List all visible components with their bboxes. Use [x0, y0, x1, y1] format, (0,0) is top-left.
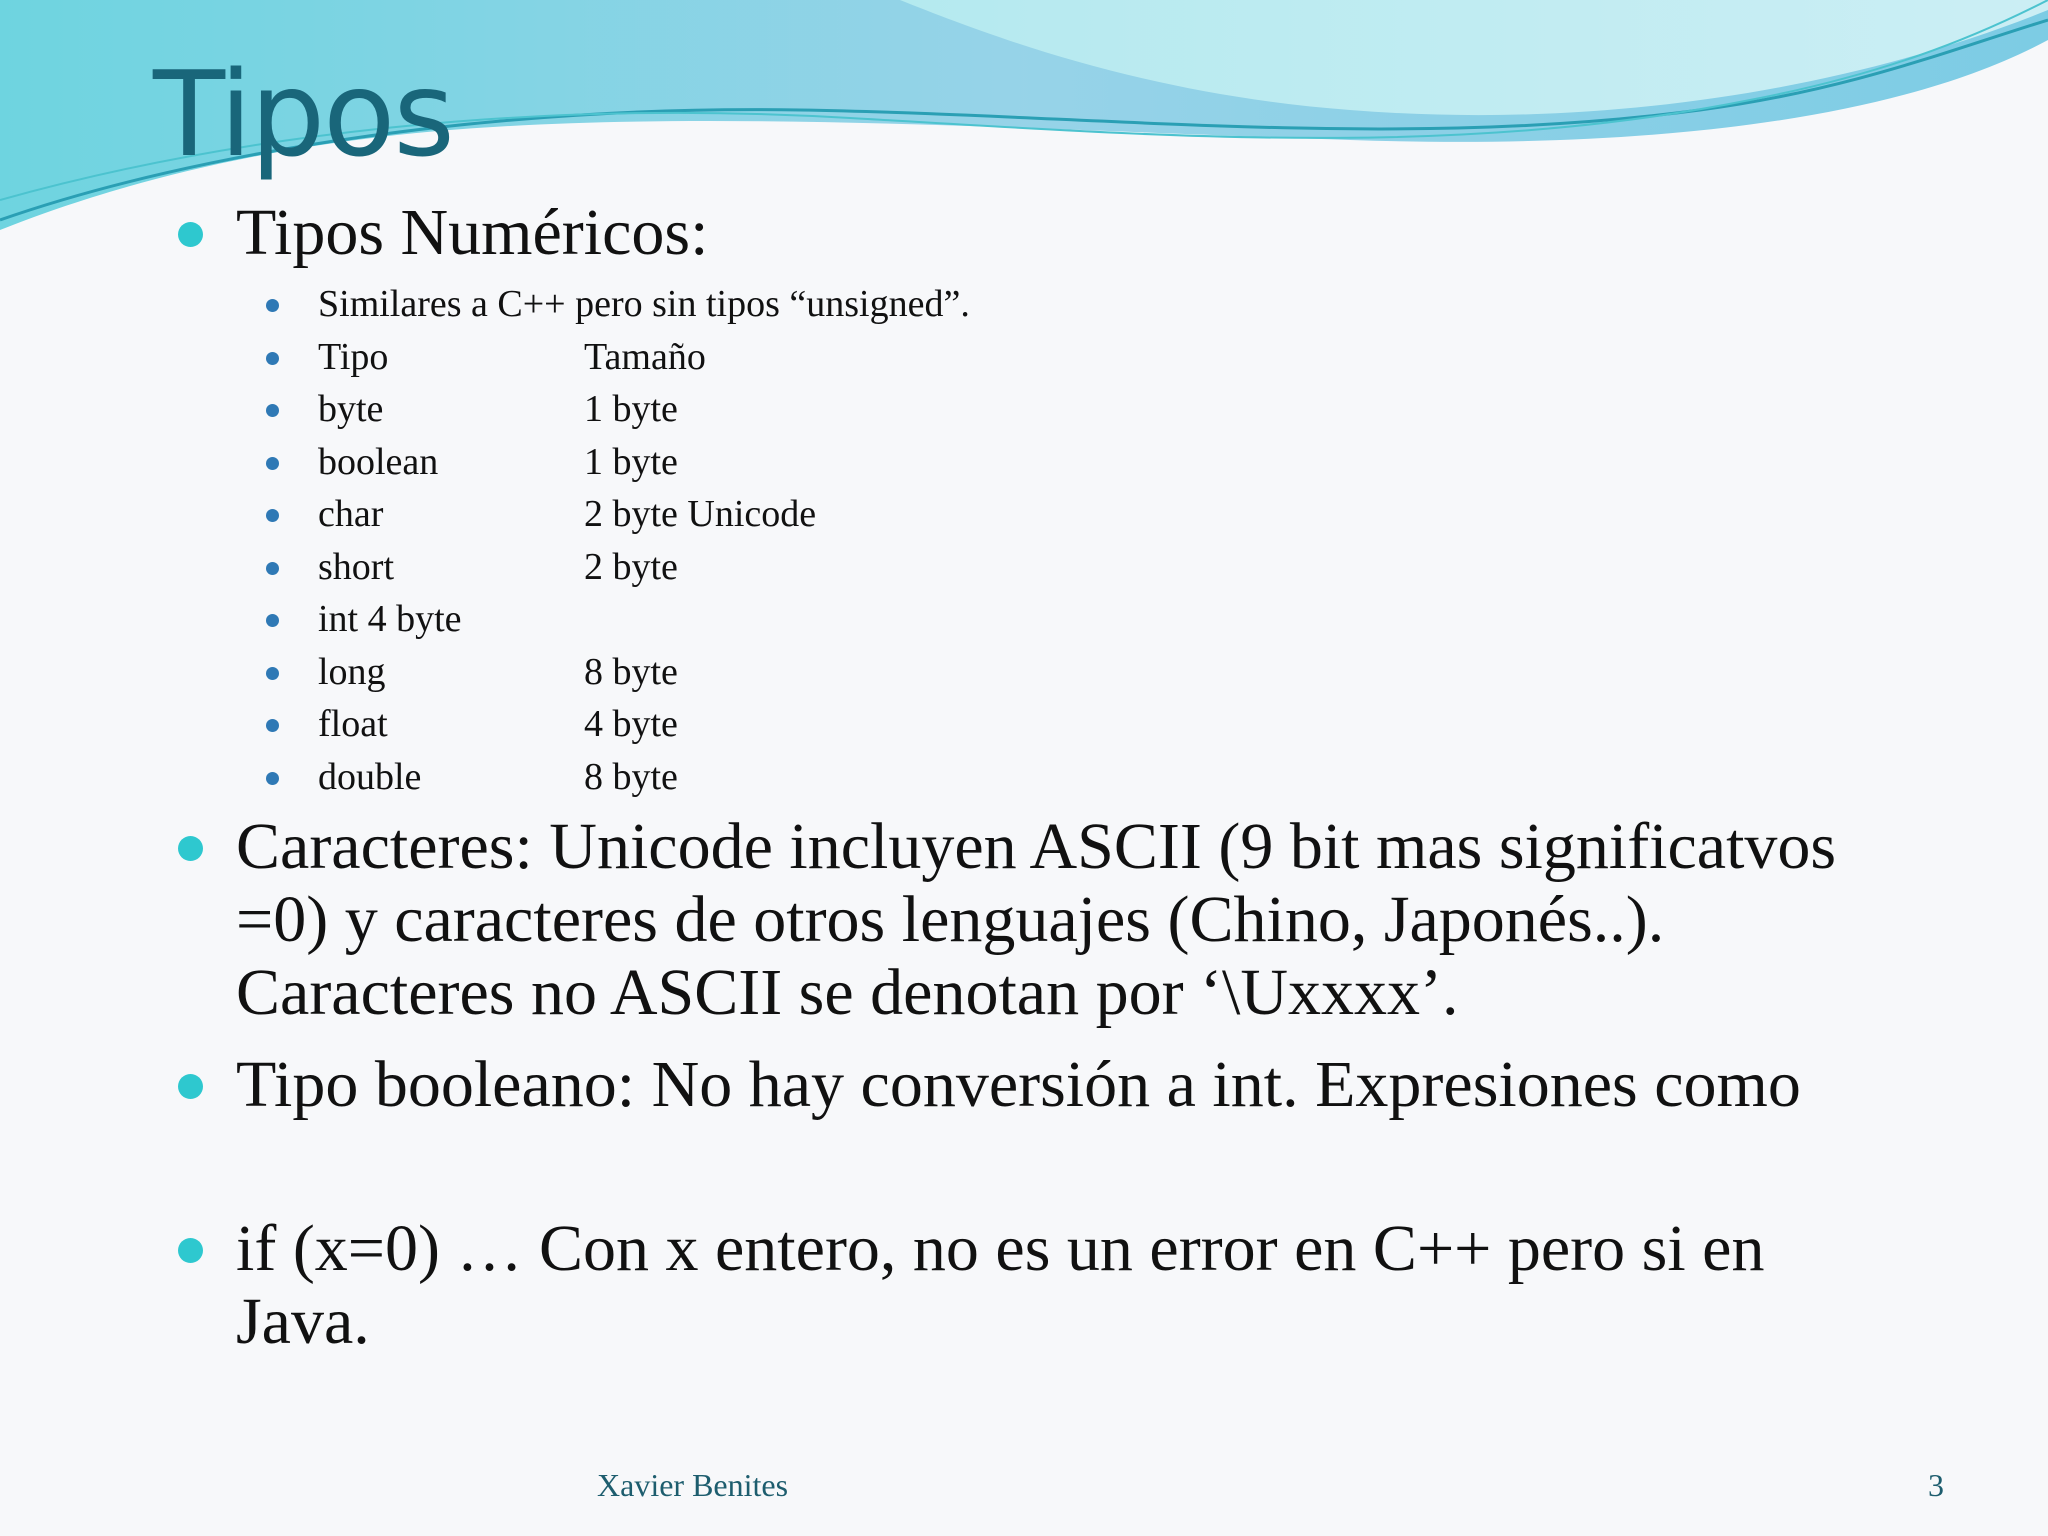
bullet-dot-icon [178, 1074, 203, 1099]
bullet-dot-icon [266, 614, 279, 627]
bullet-dot-icon [266, 719, 279, 732]
table-row: short 2 byte [266, 541, 1466, 594]
bullet-if-example: if (x=0) … Con x entero, no es un error en C++ pero si en Java. [178, 1212, 1898, 1358]
bullet-characters: Caracteres: Unicode incluyen ASCII (9 bit mas significatvos =0) y caracteres de otros lenguajes (Chino, Japonés..). Caracteres no ASCII se denotan por ‘\Uxxxx’. [178, 810, 1898, 1029]
page-number: 3 [1928, 1467, 1944, 1503]
bullet-dot-icon [266, 404, 279, 417]
bullet-dot-icon [178, 222, 203, 247]
list-item: Similares a C++ pero sin tipos “unsigned”. [266, 278, 1466, 331]
slide-title: Tipos [153, 45, 453, 183]
footer-author: Xavier Benites [597, 1467, 789, 1503]
bullet-dot-icon [266, 667, 279, 680]
bullet-dot-icon [266, 562, 279, 575]
bullet-numeric-types: Tipos Numéricos: [178, 196, 1898, 269]
bullet-dot-icon [266, 772, 279, 785]
table-row: char 2 byte Unicode [266, 488, 1466, 541]
bullet-dot-icon [266, 509, 279, 522]
table-row: boolean 1 byte [266, 436, 1466, 489]
table-row: int 4 byte [266, 593, 1466, 646]
bullet-dot-icon [266, 457, 279, 470]
table-row: double 8 byte [266, 751, 1466, 804]
bullet-dot-icon [178, 1238, 203, 1263]
bullet-dot-icon [178, 836, 203, 861]
table-row: Tipo Tamaño [266, 331, 1466, 384]
table-row: long 8 byte [266, 646, 1466, 699]
numeric-types-list [266, 278, 1466, 803]
bullet-dot-icon [266, 299, 279, 312]
bullet-dot-icon [266, 352, 279, 365]
bullet-boolean: Tipo booleano: No hay conversión a int. Expresiones como [178, 1048, 1898, 1121]
table-row: byte 1 byte [266, 383, 1466, 436]
table-row: float 4 byte [266, 698, 1466, 751]
